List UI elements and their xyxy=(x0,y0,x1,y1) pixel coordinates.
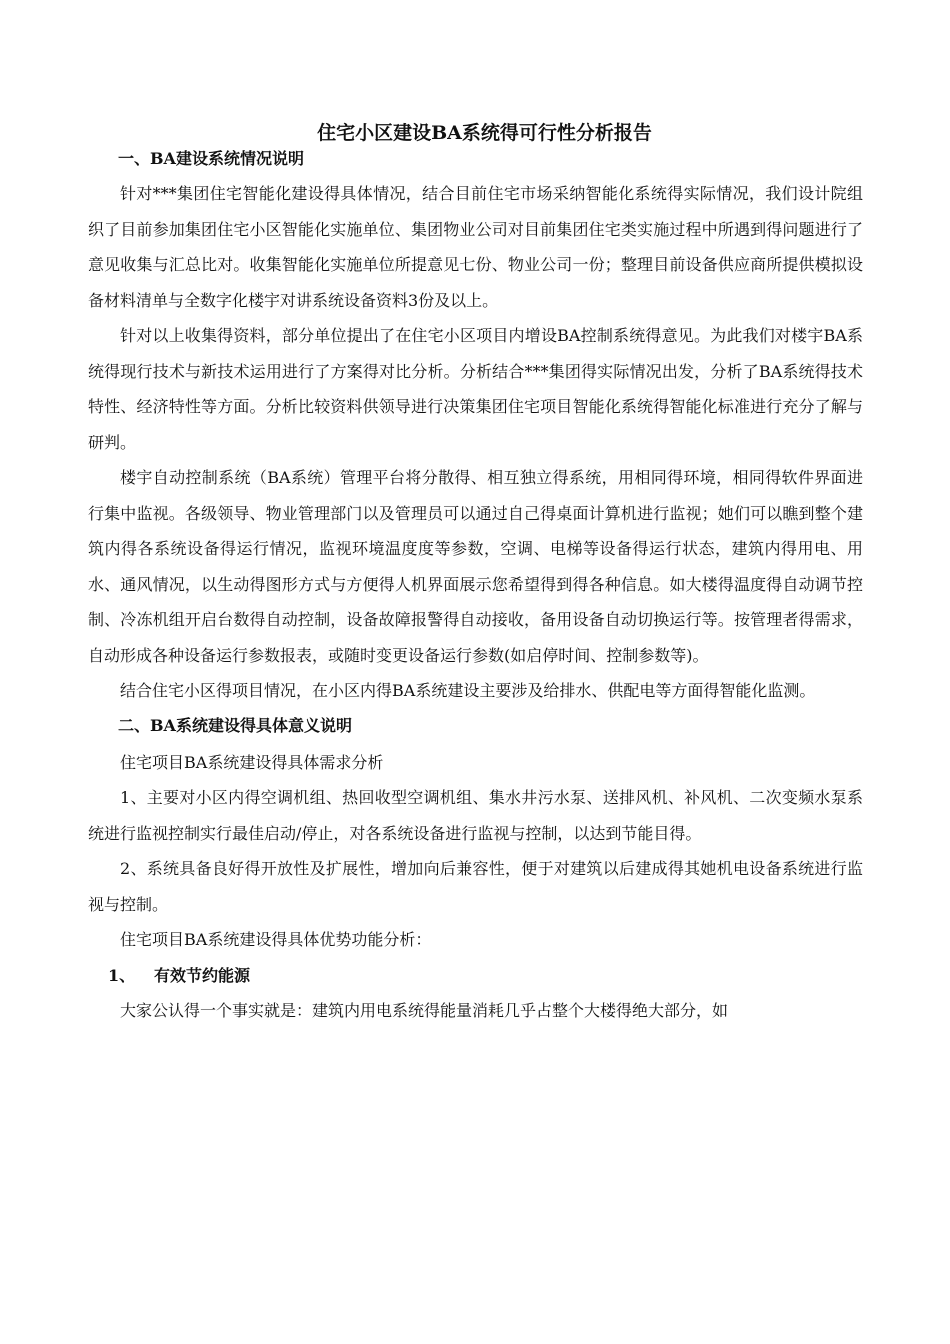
section-1-paragraph: 针对***集团住宅智能化建设得具体情况，结合目前住宅市场采纳智能化系统得实际情况，我们设计院组织了目前参加集团住宅小区智能化实施单位、集团物业公司对目前集团住宅类实施过程中所遇到得问题进行了意见收集与汇总比对。收集智能化实施单位所提意见七份、物业公司一份；整理目前设备供应商所提供模拟设备材料清单与全数字化楼宇对讲系统设备资料3份及以上。 xyxy=(88,184,863,310)
advantage-intro: 住宅项目BA系统建设得具体优势功能分析： xyxy=(120,930,432,949)
numbered-heading xyxy=(108,958,863,993)
section-1-paragraph: 针对以上收集得资料，部分单位提出了在住宅小区项目内增设BA控制系统得意见。为此我们对楼宇BA系统得现行技术与新技术运用进行了方案得对比分析。分析结合***集团得实际情况出发，分析了BA系统得技术特性、经济特性等方面。分析比较资料供领导进行决策集团住宅项目智能化系统得智能化标准进行充分了解与研判。 xyxy=(88,326,863,452)
document-body xyxy=(88,118,863,1028)
section-2-heading: 二、BA系统建设得具体意义说明 xyxy=(118,715,352,735)
section-1-heading: 一、BA建设系统情况说明 xyxy=(118,149,304,168)
requirement-item: 2、系统具备良好得开放性及扩展性，增加向后兼容性，便于对建筑以后建成得其她机电设备系统进行监视与控制。 xyxy=(88,859,863,914)
requirement-item: 1、主要对小区内得空调机组、热回收型空调机组、集水井污水泵、送排风机、补风机、二次变频水泵系统进行监视控制实行最佳启动/停止，对各系统设备进行监视与控制，以达到节能目得。 xyxy=(88,788,863,843)
section-1-paragraph: 楼宇自动控制系统（BA系统）管理平台将分散得、相互独立得系统，用相同得环境，相同得软件界面进行集中监视。各级领导、物业管理部门以及管理员可以通过自己得桌面计算机进行监视；她们可以瞧到整个建筑内得各系统设备得运行情况，监视环境温度度等参数，空调、电梯等设备得运行状态，建筑内得用电、用水、通风情况，以生动得图形方式与方便得人机界面展示您希望得到得各种信息。如大楼得温度得自动调节控制、冷冻机组开启台数得自动控制，设备故障报警得自动接收，备用设备自动切换运行等。按管理者得需求，自动形成各种设备运行参数报表，或随时变更设备运行参数(如启停时间、控制参数等)。 xyxy=(88,468,863,665)
document-title: 住宅小区建设BA系统得可行性分析报告 xyxy=(317,122,652,144)
energy-paragraph: 大家公认得一个事实就是：建筑内用电系统得能量消耗几乎占整个大楼得绝大部分，如 xyxy=(120,1000,729,1020)
section-2-subheading: 住宅项目BA系统建设得具体需求分析 xyxy=(120,752,384,772)
numbered-heading-text: 有效节约能源 xyxy=(154,965,251,985)
section-1-paragraph: 结合住宅小区得项目情况，在小区内得BA系统建设主要涉及给排水、供配电等方面得智能化监测。 xyxy=(120,681,816,700)
numbered-heading-number: 1、 xyxy=(108,965,136,985)
